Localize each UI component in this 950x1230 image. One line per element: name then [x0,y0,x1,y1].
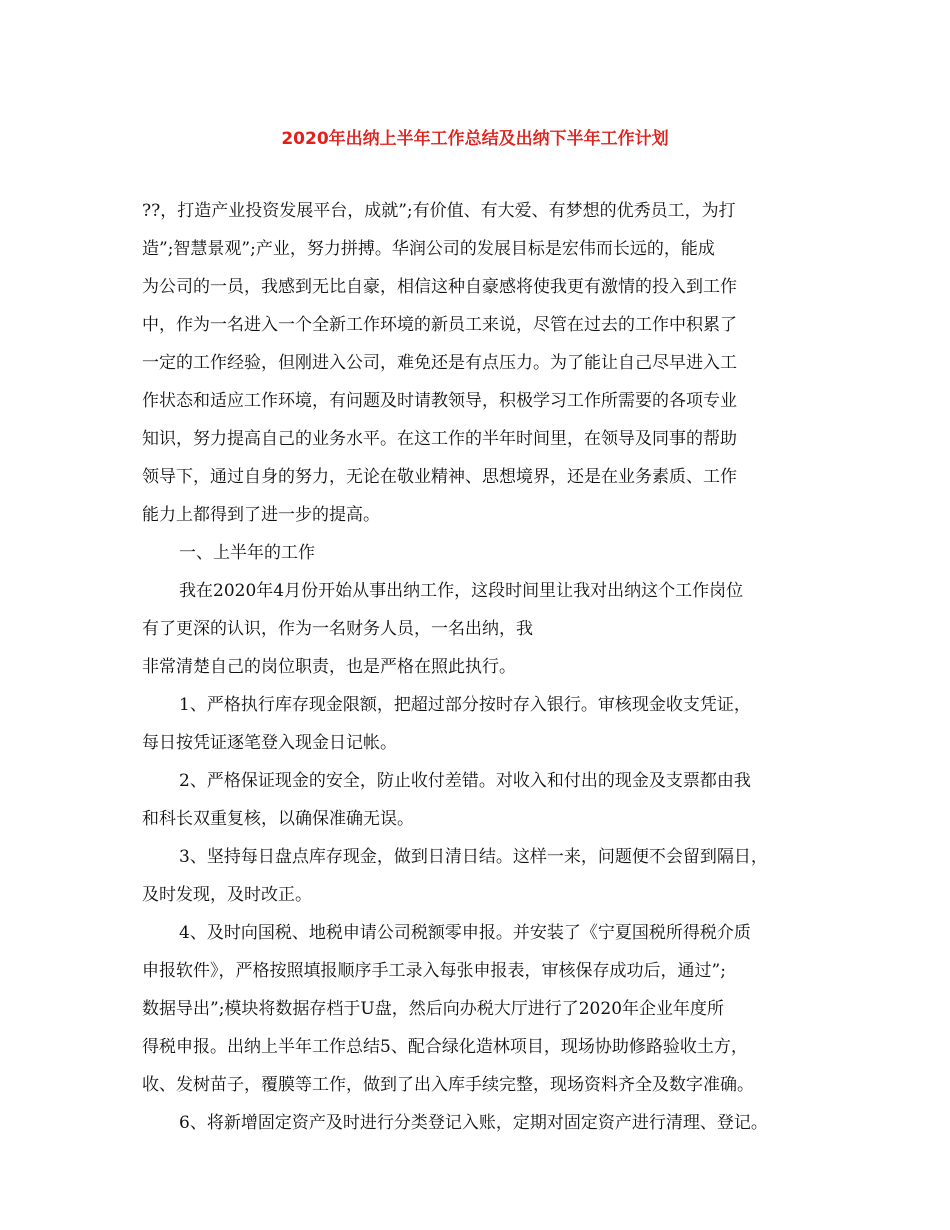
text-line: 4、及时向国税、地税申请公司税额零申报。并安装了《宁夏国税所得税介质 [179,923,751,943]
text-line: 6、将新增固定资产及时进行分类登记入账，定期对固定资产进行清理、登记。 [179,1113,768,1133]
text-line: 有了更深的认识，作为一名财务人员，一名出纳，我 [142,619,533,639]
text-line: 得税申报。出纳上半年工作总结5、配合绿化造林项目，现场协助修路验收土方， [142,1037,748,1057]
text-line: 作状态和适应工作环境，有问题及时请教领导，积极学习工作所需要的各项专业 [142,391,737,411]
text-line: ??，打造产业投资发展平台，成就”;有价值、有大爱、有梦想的优秀员工，为打 [142,201,736,221]
document-title: 2020年出纳上半年工作总结及出纳下半年工作计划 [281,129,669,149]
text-line: 为公司的一员，我感到无比自豪，相信这种自豪感将使我更有激情的投入到工作 [142,277,737,297]
text-line: 3、坚持每日盘点库存现金，做到日清日结。这样一来，问题便不会留到隔日， [179,847,768,867]
text-line: 2、严格保证现金的安全，防止收付差错。对收入和付出的现金及支票都由我 [179,771,751,791]
text-line: 数据导出”;模块将数据存档于U盘，然后向办税大厅进行了2020年企业年度所 [142,999,725,1019]
text-line: 知识，努力提高自己的业务水平。在这工作的半年时间里，在领导及同事的帮助 [142,429,737,449]
text-line: 一定的工作经验，但刚进入公司，难免还是有点压力。为了能让自己尽早进入工 [142,353,737,373]
text-line: 一、上半年的工作 [179,543,315,563]
text-line: 领导下，通过自身的努力，无论在敬业精神、思想境界，还是在业务素质、工作 [142,467,737,487]
text-line: 1、严格执行库存现金限额，把超过部分按时存入银行。审核现金收支凭证， [179,695,751,715]
text-line: 造”;智慧景观”;产业，努力拼搏。华润公司的发展目标是宏伟而长远的，能成 [142,239,715,259]
text-line: 及时发现，及时改正。 [142,885,312,905]
text-line: 每日按凭证逐笔登入现金日记帐。 [142,733,397,753]
document-body [142,192,822,1142]
text-line: 能力上都得到了进一步的提高。 [142,505,380,525]
text-line: 和科长双重复核，以确保准确无误。 [142,809,414,829]
text-line: 中，作为一名进入一个全新工作环境的新员工来说，尽管在过去的工作中积累了 [142,315,737,335]
text-line: 我在2020年4月份开始从事出纳工作，这段时间里让我对出纳这个工作岗位 [179,581,744,601]
text-line: 申报软件》，严格按照填报顺序手工录入每张申报表，审核保存成功后，通过”; [142,961,726,981]
text-line: 收、发树苗子，覆膜等工作，做到了出入库手续完整，现场资料齐全及数字准确。 [142,1075,754,1095]
text-line: 非常清楚自己的岗位职责，也是严格在照此执行。 [142,657,516,677]
